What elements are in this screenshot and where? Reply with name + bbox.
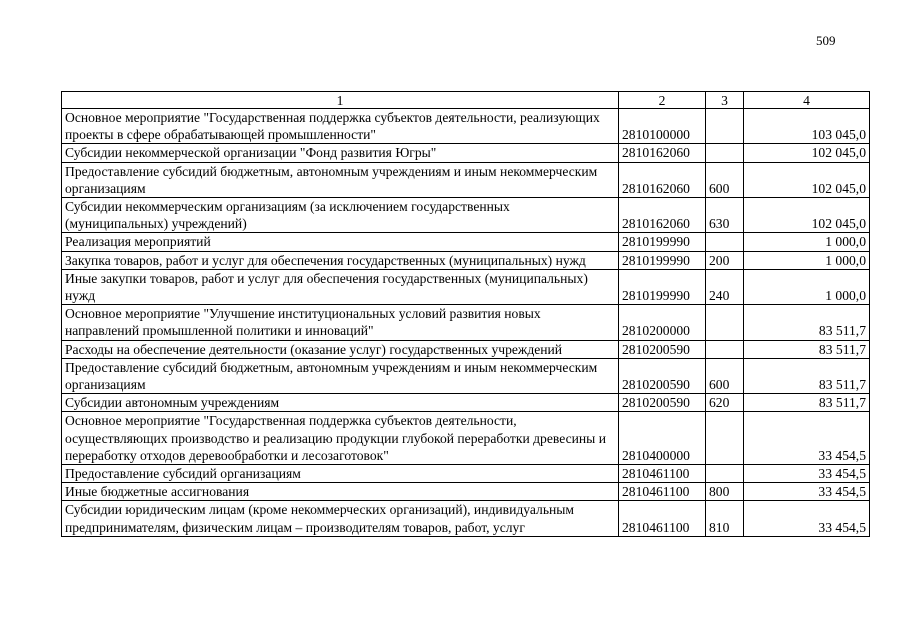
row-sum-cell: 1 000,0 bbox=[744, 269, 870, 304]
row-sum-cell: 33 454,5 bbox=[744, 465, 870, 483]
row-type-cell: 620 bbox=[706, 394, 744, 412]
table-row bbox=[62, 162, 870, 197]
row-type-cell: 600 bbox=[706, 358, 744, 393]
table-row bbox=[62, 358, 870, 393]
row-name-cell: Субсидии некоммерческим организациям (за исключением государственных (муниципальных) учреждений) bbox=[62, 198, 619, 233]
row-name-cell: Основное мероприятие "Государственная поддержка субъектов деятельности, осуществляющих производство и реализацию продукции глубокой переработки древесины и переработку отходов деревообработки и лесозаготовок" bbox=[62, 412, 619, 465]
table-header-row bbox=[62, 92, 870, 109]
row-code-cell: 2810461100 bbox=[619, 483, 706, 501]
row-type-cell bbox=[706, 144, 744, 162]
table-row bbox=[62, 251, 870, 269]
row-code-cell: 2810200590 bbox=[619, 358, 706, 393]
table-row bbox=[62, 394, 870, 412]
table-row bbox=[62, 269, 870, 304]
header-col-3: 3 bbox=[706, 92, 744, 109]
row-type-cell: 600 bbox=[706, 162, 744, 197]
row-sum-cell: 103 045,0 bbox=[744, 109, 870, 144]
row-name-cell: Иные бюджетные ассигнования bbox=[62, 483, 619, 501]
row-sum-cell: 83 511,7 bbox=[744, 394, 870, 412]
row-name-cell: Основное мероприятие "Улучшение институциональных условий развития новых направлений промышленной политики и инноваций" bbox=[62, 305, 619, 340]
row-sum-cell: 102 045,0 bbox=[744, 198, 870, 233]
row-name-cell: Иные закупки товаров, работ и услуг для обеспечения государственных (муниципальных) нужд bbox=[62, 269, 619, 304]
row-code-cell: 2810200590 bbox=[619, 394, 706, 412]
table-row bbox=[62, 198, 870, 233]
row-type-cell bbox=[706, 109, 744, 144]
row-sum-cell: 102 045,0 bbox=[744, 144, 870, 162]
row-sum-cell: 1 000,0 bbox=[744, 251, 870, 269]
table-row bbox=[62, 305, 870, 340]
row-name-cell: Предоставление субсидий организациям bbox=[62, 465, 619, 483]
row-type-cell bbox=[706, 465, 744, 483]
row-name-cell: Расходы на обеспечение деятельности (оказание услуг) государственных учреждений bbox=[62, 340, 619, 358]
row-code-cell: 2810199990 bbox=[619, 251, 706, 269]
table-row bbox=[62, 465, 870, 483]
row-code-cell: 2810162060 bbox=[619, 144, 706, 162]
row-name-cell: Субсидии юридическим лицам (кроме некоммерческих организаций), индивидуальным предпринимателям, физическим лицам – производителям товаров, работ, услуг bbox=[62, 501, 619, 536]
row-name-cell: Закупка товаров, работ и услуг для обеспечения государственных (муниципальных) нужд bbox=[62, 251, 619, 269]
header-col-2: 2 bbox=[619, 92, 706, 109]
header-col-4: 4 bbox=[744, 92, 870, 109]
row-type-cell bbox=[706, 305, 744, 340]
row-sum-cell: 33 454,5 bbox=[744, 412, 870, 465]
row-type-cell: 200 bbox=[706, 251, 744, 269]
table-row bbox=[62, 340, 870, 358]
header-col-1: 1 bbox=[62, 92, 619, 109]
row-sum-cell: 83 511,7 bbox=[744, 358, 870, 393]
row-sum-cell: 83 511,7 bbox=[744, 340, 870, 358]
row-code-cell: 2810162060 bbox=[619, 162, 706, 197]
row-code-cell: 2810199990 bbox=[619, 233, 706, 251]
budget-table bbox=[61, 91, 870, 537]
table-row bbox=[62, 501, 870, 536]
row-type-cell bbox=[706, 412, 744, 465]
row-name-cell: Основное мероприятие "Государственная поддержка субъектов деятельности, реализующих проекты в сфере обрабатывающей промышленности" bbox=[62, 109, 619, 144]
row-name-cell: Субсидии некоммерческой организации "Фонд развития Югры" bbox=[62, 144, 619, 162]
row-type-cell: 240 bbox=[706, 269, 744, 304]
row-sum-cell: 33 454,5 bbox=[744, 483, 870, 501]
row-type-cell: 630 bbox=[706, 198, 744, 233]
row-name-cell: Предоставление субсидий бюджетным, автономным учреждениям и иным некоммерческим организациям bbox=[62, 358, 619, 393]
table-row bbox=[62, 233, 870, 251]
row-code-cell: 2810200000 bbox=[619, 305, 706, 340]
row-sum-cell: 83 511,7 bbox=[744, 305, 870, 340]
row-sum-cell: 1 000,0 bbox=[744, 233, 870, 251]
row-code-cell: 2810100000 bbox=[619, 109, 706, 144]
table-row bbox=[62, 109, 870, 144]
row-name-cell: Субсидии автономным учреждениям bbox=[62, 394, 619, 412]
row-type-cell bbox=[706, 233, 744, 251]
table-body bbox=[62, 109, 870, 537]
row-sum-cell: 33 454,5 bbox=[744, 501, 870, 536]
row-sum-cell: 102 045,0 bbox=[744, 162, 870, 197]
row-code-cell: 2810199990 bbox=[619, 269, 706, 304]
table-row bbox=[62, 412, 870, 465]
row-code-cell: 2810461100 bbox=[619, 465, 706, 483]
table-row bbox=[62, 144, 870, 162]
table-row bbox=[62, 483, 870, 501]
page-number: 509 bbox=[816, 33, 836, 48]
row-name-cell: Реализация мероприятий bbox=[62, 233, 619, 251]
row-type-cell bbox=[706, 340, 744, 358]
row-type-cell: 810 bbox=[706, 501, 744, 536]
row-code-cell: 2810200590 bbox=[619, 340, 706, 358]
row-code-cell: 2810162060 bbox=[619, 198, 706, 233]
row-type-cell: 800 bbox=[706, 483, 744, 501]
row-code-cell: 2810400000 bbox=[619, 412, 706, 465]
row-code-cell: 2810461100 bbox=[619, 501, 706, 536]
row-name-cell: Предоставление субсидий бюджетным, автономным учреждениям и иным некоммерческим организациям bbox=[62, 162, 619, 197]
